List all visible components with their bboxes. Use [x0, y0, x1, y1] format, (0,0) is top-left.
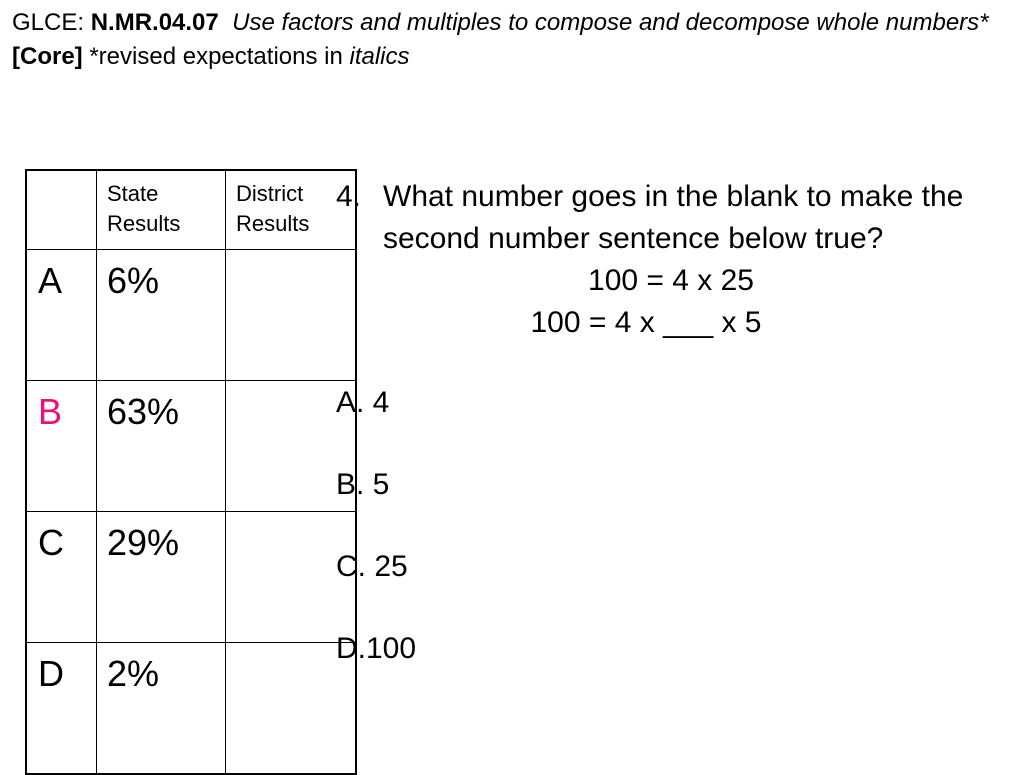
row-letter: A — [26, 250, 97, 381]
header-empty-cell — [26, 170, 97, 250]
page-header — [12, 6, 1012, 74]
question-text: What number goes in the blank to make the second number sentence below true? — [383, 180, 964, 255]
choice-b: B. 5 — [336, 468, 390, 501]
state-result: 63% — [97, 381, 226, 512]
glce-prefix: GLCE: — [12, 9, 91, 36]
revised-note: *revised expectations in — [89, 43, 343, 70]
choice-a: A. 4 — [336, 386, 390, 419]
question-prompt — [336, 176, 1016, 260]
row-letter-correct: B — [26, 381, 97, 512]
table-row — [26, 643, 356, 775]
core-tag: [Core] — [12, 43, 83, 70]
choice-c: C. 25 — [336, 550, 408, 583]
table-header-row — [26, 170, 356, 250]
row-letter: C — [26, 512, 97, 643]
question-number: 4. — [336, 180, 362, 213]
row-letter: D — [26, 643, 97, 775]
header-state-results: State Results — [97, 170, 226, 250]
results-table — [25, 169, 357, 775]
state-result: 29% — [97, 512, 226, 643]
equation-2: 100 = 4 x ___ x 5 — [530, 306, 762, 339]
table-row — [26, 381, 356, 512]
italics-word: italics — [349, 43, 410, 70]
glce-code: N.MR.04.07 — [90, 9, 219, 36]
choice-d: D.100 — [336, 632, 417, 665]
question-block — [336, 176, 1016, 344]
expectation-text: Use factors and multiples to compose and decompose whole numbers* — [232, 9, 989, 36]
state-result: 2% — [97, 643, 226, 775]
answer-choices — [336, 382, 416, 710]
equation-1: 100 = 4 x 25 — [588, 264, 754, 297]
table-row — [26, 512, 356, 643]
header-district-results: District Results — [226, 170, 357, 250]
state-result: 6% — [97, 250, 226, 381]
